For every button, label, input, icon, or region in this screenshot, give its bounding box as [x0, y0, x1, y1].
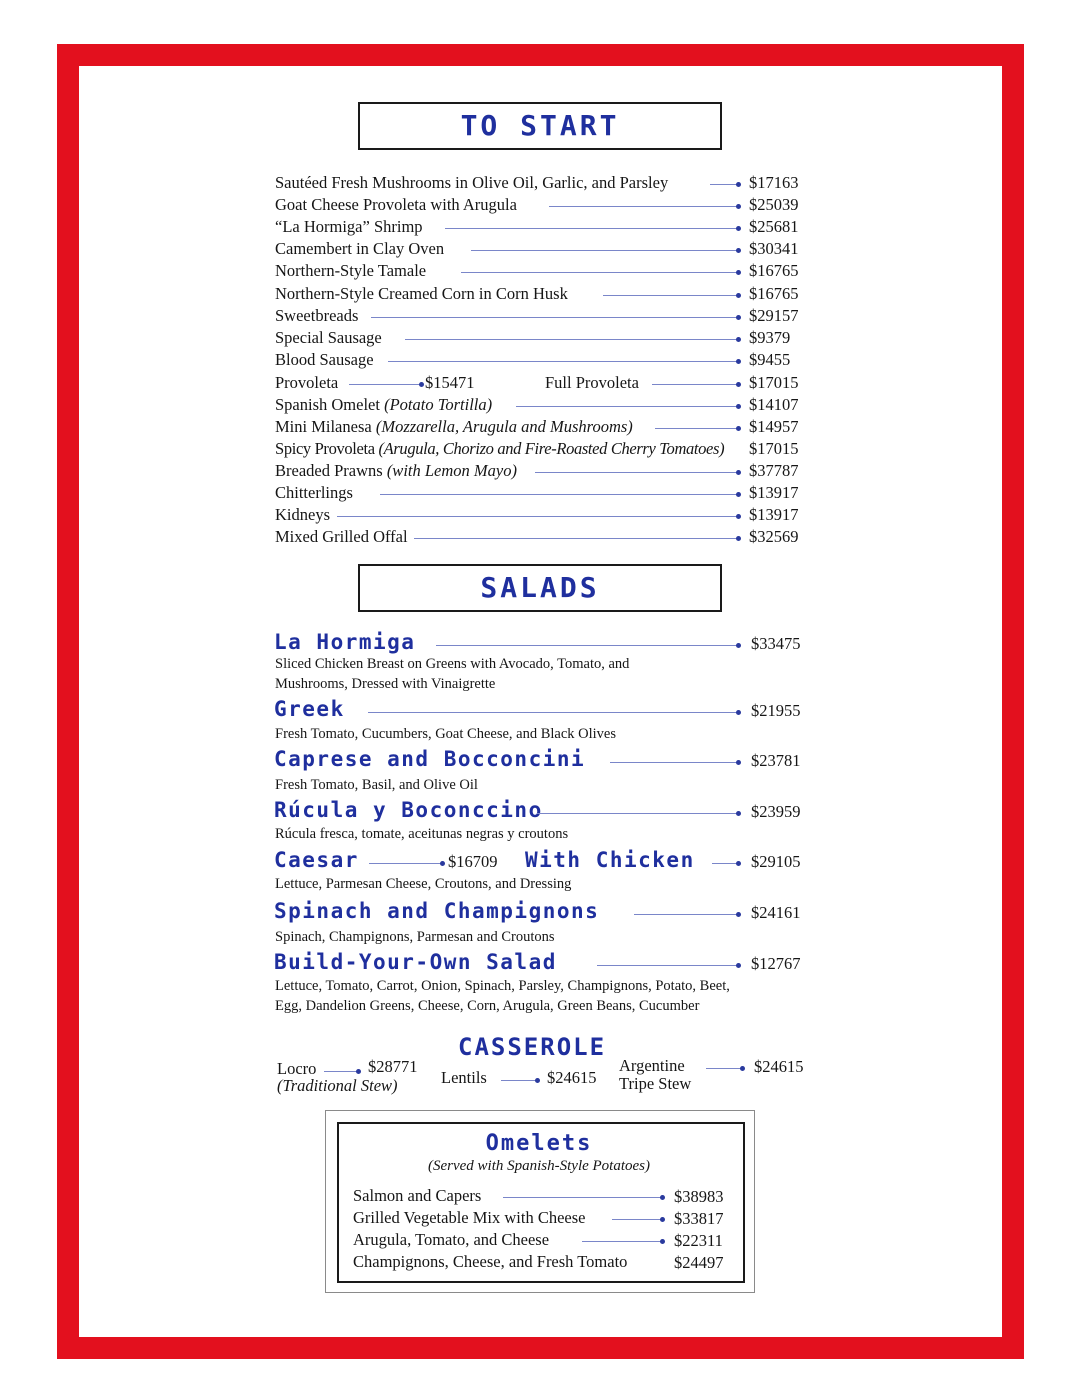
menu-item-name: Camembert in Clay Oven — [275, 239, 445, 258]
dotted-leader — [501, 1080, 537, 1081]
dotted-leader — [634, 914, 738, 915]
menu-item-price: $16765 — [749, 284, 799, 303]
salad-description: Fresh Tomato, Basil, and Olive Oil — [275, 777, 478, 793]
salad-name: Caprese and Bocconcini — [274, 747, 586, 771]
dotted-leader — [436, 645, 738, 646]
menu-item-price: $9455 — [749, 350, 791, 369]
dotted-leader — [535, 472, 738, 473]
menu-item-price: $16765 — [749, 261, 799, 280]
salad-name: La Hormiga — [274, 630, 416, 654]
dotted-leader — [349, 384, 421, 385]
dotted-leader — [549, 206, 738, 207]
menu-item-name: Northern-Style Tamale — [275, 261, 427, 280]
dotted-leader — [461, 272, 738, 273]
menu-item-price: $17015 — [749, 439, 799, 458]
dotted-leader — [655, 428, 738, 429]
salad-description: Sliced Chicken Breast on Greens with Avocado, Tomato, and — [275, 656, 630, 672]
menu-item-name: Breaded Prawns (with Lemon Mayo) — [275, 461, 517, 480]
dotted-leader — [503, 1197, 662, 1198]
menu-item-name: Provoleta — [275, 373, 339, 392]
dotted-leader — [369, 863, 442, 864]
casserole-item-name: Argentine — [619, 1056, 685, 1075]
casserole-item-name: Lentils — [441, 1068, 487, 1087]
menu-item-price: $14107 — [749, 395, 799, 414]
salad-description: Fresh Tomato, Cucumbers, Goat Cheese, and Black Olives — [275, 726, 617, 742]
dotted-leader — [610, 762, 738, 763]
dotted-leader — [582, 1241, 662, 1242]
menu-item-name: Sautéed Fresh Mushrooms in Olive Oil, Garlic, and Parsley — [275, 173, 669, 192]
dotted-leader — [652, 384, 738, 385]
salad-name: Spinach and Champignons — [274, 899, 600, 923]
menu-item-name: Blood Sausage — [275, 350, 374, 369]
omelet-item-name: Arugula, Tomato, and Cheese — [353, 1230, 550, 1249]
casserole-item-name: Locro — [277, 1059, 317, 1078]
dotted-leader — [371, 317, 738, 318]
menu-item-name: Goat Cheese Provoleta with Arugula — [275, 195, 517, 214]
omelet-item-name: Salmon and Capers — [353, 1186, 482, 1205]
omelet-item-name: Grilled Vegetable Mix with Cheese — [353, 1208, 586, 1227]
omelet-item-price: $38983 — [674, 1187, 724, 1206]
menu-item-name: Spicy Provoleta (Arugula, Chorizo and Fire-Roasted Cherry Tomatoes) — [275, 439, 725, 458]
dotted-leader — [612, 1219, 662, 1220]
omelet-item-name: Champignons, Cheese, and Fresh Tomato — [353, 1252, 628, 1271]
dotted-leader — [445, 228, 738, 229]
dotted-leader — [380, 494, 738, 495]
menu-item-price: $30341 — [749, 239, 799, 258]
dotted-leader — [368, 712, 738, 713]
dotted-leader — [414, 538, 738, 539]
dotted-leader — [603, 295, 738, 296]
salad-price: $33475 — [751, 634, 801, 653]
salad-name: Greek — [274, 697, 345, 721]
dotted-leader — [337, 516, 738, 517]
menu-item-price: $25039 — [749, 195, 799, 214]
salad-price: $24161 — [751, 903, 801, 922]
section-title-to-start: TO START — [358, 102, 722, 150]
casserole-item-name: Tripe Stew — [619, 1074, 692, 1093]
salad-description: Lettuce, Tomato, Carrot, Onion, Spinach, Parsley, Champignons, Potato, Beet, — [275, 978, 730, 994]
section-title-salads: SALADS — [358, 564, 722, 612]
menu-item-name: Kidneys — [275, 505, 330, 524]
salad-description: Spinach, Champignons, Parmesan and Croutons — [275, 929, 555, 945]
menu-item-name: Full Provoleta — [545, 373, 639, 392]
casserole-item-price: $24615 — [754, 1057, 804, 1076]
salad-price: $23959 — [751, 802, 801, 821]
salad-name: Rúcula y Boconccino — [274, 798, 543, 822]
menu-item-name: Northern-Style Creamed Corn in Corn Husk — [275, 284, 568, 303]
menu-item-price: $17163 — [749, 173, 799, 192]
dotted-leader — [712, 863, 738, 864]
section-title-casserole: CASSEROLE — [458, 1033, 607, 1061]
dotted-leader — [706, 1068, 742, 1069]
salad-price: $21955 — [751, 701, 801, 720]
menu-item-price: $32569 — [749, 527, 799, 546]
omelet-item-price: $24497 — [674, 1253, 724, 1272]
menu-item-price: $29157 — [749, 306, 799, 325]
menu-item-price: $13917 — [749, 505, 799, 524]
salad-name: With Chicken — [525, 848, 695, 872]
omelet-item-price: $22311 — [674, 1231, 723, 1250]
omelets-title: Omelets — [485, 1131, 593, 1156]
dotted-leader — [388, 361, 738, 362]
casserole-item-note: (Traditional Stew) — [277, 1076, 398, 1095]
menu-item-name: Spanish Omelet (Potato Tortilla) — [275, 395, 493, 414]
dotted-leader — [516, 406, 738, 407]
dotted-leader — [537, 813, 738, 814]
salad-description: Egg, Dandelion Greens, Cheese, Corn, Arugula, Green Beans, Cucumber — [275, 998, 700, 1014]
salad-name: Build-Your-Own Salad — [274, 950, 557, 974]
menu-item-name: Chitterlings — [275, 483, 353, 502]
menu-item-price: $17015 — [749, 373, 799, 392]
menu-item-price: $13917 — [749, 483, 799, 502]
menu-item-price: $25681 — [749, 217, 799, 236]
casserole-item-price: $28771 — [368, 1057, 418, 1076]
menu-item-price: $9379 — [749, 328, 791, 347]
salad-description: Rúcula fresca, tomate, aceitunas negras y croutons — [275, 826, 569, 842]
salad-price: $29105 — [751, 852, 801, 871]
salad-price: $23781 — [751, 751, 801, 770]
dotted-leader — [597, 965, 738, 966]
menu-item-name: Mixed Grilled Offal — [275, 527, 408, 546]
menu-item-name: “La Hormiga” Shrimp — [275, 217, 423, 236]
salad-price: $16709 — [448, 852, 498, 871]
menu-item-name: Sweetbreads — [275, 306, 359, 325]
menu-item-price: $15471 — [425, 373, 475, 392]
omelet-item-price: $33817 — [674, 1209, 724, 1228]
dotted-leader — [405, 339, 738, 340]
omelets-subtitle: (Served with Spanish-Style Potatoes) — [427, 1158, 651, 1174]
dotted-leader — [710, 184, 738, 185]
dotted-leader — [471, 250, 738, 251]
dotted-leader — [324, 1071, 358, 1072]
menu-item-name: Mini Milanesa (Mozzarella, Arugula and Mushrooms) — [275, 417, 633, 436]
salad-description: Mushrooms, Dressed with Vinaigrette — [275, 676, 496, 692]
salad-description: Lettuce, Parmesan Cheese, Croutons, and Dressing — [275, 876, 572, 892]
casserole-item-price: $24615 — [547, 1068, 597, 1087]
menu-item-price: $37787 — [749, 461, 799, 480]
menu-item-name: Special Sausage — [275, 328, 382, 347]
menu-item-price: $14957 — [749, 417, 799, 436]
salad-price: $12767 — [751, 954, 801, 973]
salad-name: Caesar — [274, 848, 359, 872]
